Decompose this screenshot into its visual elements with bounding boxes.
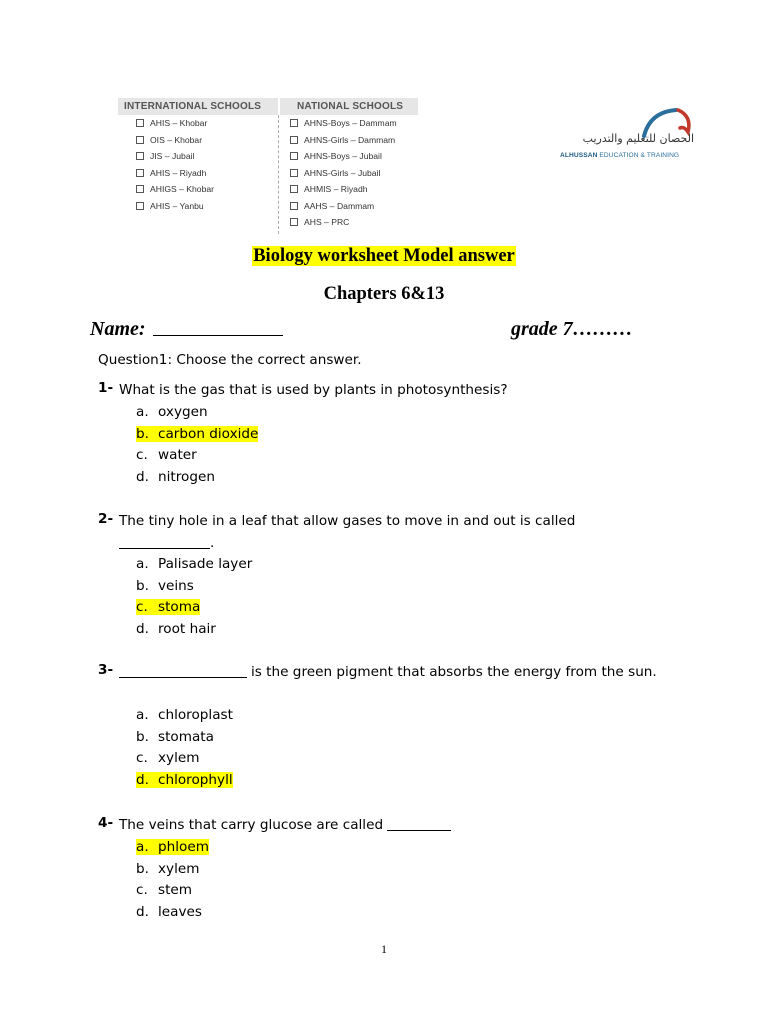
worksheet-title: [0, 246, 768, 267]
option-letter: b.: [136, 577, 149, 594]
question-text-part: .: [210, 534, 215, 551]
question-text: [119, 380, 659, 402]
logo-brand: ALHUSSAN: [560, 152, 598, 159]
checkbox[interactable]: [290, 169, 298, 177]
name-label: Name:: [90, 318, 146, 340]
question-text: [119, 662, 659, 684]
answer-option[interactable]: [136, 619, 252, 641]
option-letter: a.: [136, 707, 149, 723]
option-content: [136, 426, 258, 442]
school-name: AHIS – Riyadh: [150, 167, 207, 178]
checkbox[interactable]: [290, 152, 298, 160]
option-letter: c.: [136, 599, 148, 615]
option-content: [136, 772, 233, 788]
option-text: nitrogen: [158, 468, 215, 485]
option-letter: a.: [136, 404, 149, 420]
question-number: 4-: [98, 815, 114, 831]
column-divider: [278, 115, 279, 234]
grade-label: grade 7………: [511, 318, 633, 340]
answer-option[interactable]: [136, 467, 258, 489]
answer-option[interactable]: [136, 576, 252, 598]
school-name: JIS – Jubail: [150, 151, 195, 161]
checkbox[interactable]: [136, 202, 144, 210]
answer-option[interactable]: [136, 705, 233, 727]
school-name: AHIS – Khobar: [150, 118, 208, 128]
answer-option[interactable]: [136, 902, 209, 924]
checkbox[interactable]: [136, 152, 144, 160]
question-text-part: is the green pigment that absorbs the energy from the sun.: [251, 664, 657, 680]
answer-option[interactable]: [136, 402, 258, 424]
school-name: AAHS – Dammam: [304, 200, 375, 211]
school-name: AHIGS – Khobar: [150, 184, 215, 194]
checkbox[interactable]: [290, 218, 298, 226]
option-text: chlorophyll: [158, 771, 233, 788]
logo-english-text: [560, 152, 679, 159]
option-letter: d.: [136, 903, 149, 920]
question-text: [119, 815, 659, 837]
option-letter: a.: [136, 839, 149, 855]
checkbox[interactable]: [136, 119, 144, 127]
option-text: root hair: [158, 620, 216, 637]
options-list: [136, 705, 233, 791]
school-item: [118, 181, 278, 198]
name-field: [90, 318, 283, 341]
option-text: stem: [158, 882, 193, 898]
option-letter: c.: [136, 750, 148, 766]
national-schools-header: NATIONAL SCHOOLS: [280, 98, 418, 115]
alhussan-logo: [556, 106, 696, 162]
school-name: AHNS-Girls – Dammam: [304, 134, 396, 145]
school-name: OIS – Khobar: [150, 134, 203, 145]
answer-option[interactable]: [136, 748, 233, 770]
options-list: [136, 554, 252, 640]
option-content: [136, 729, 214, 745]
answer-option[interactable]: [136, 880, 209, 902]
answer-option[interactable]: [136, 554, 252, 576]
school-name: AHS – PRC: [304, 217, 350, 227]
question-text-part: The veins that carry glucose are called: [119, 817, 384, 833]
checkbox[interactable]: [290, 119, 298, 127]
option-content: [136, 447, 197, 463]
national-schools-list: [280, 115, 418, 231]
option-letter: b.: [136, 860, 149, 877]
school-item: [118, 198, 278, 215]
schools-table: [118, 98, 418, 234]
school-item: [118, 148, 278, 165]
question-text-part: The tiny hole in a leaf that allow gases to move in and out is called: [119, 513, 576, 529]
name-blank[interactable]: [153, 318, 283, 336]
option-content: [136, 750, 199, 766]
option-content: [136, 556, 252, 572]
options-list: [136, 402, 258, 488]
option-letter: a.: [136, 556, 149, 572]
option-text: oxygen: [158, 404, 208, 420]
option-content: [136, 839, 209, 855]
answer-option[interactable]: [136, 445, 258, 467]
international-schools-list: [118, 115, 278, 214]
page-number: 1: [381, 942, 387, 956]
option-text: chloroplast: [158, 707, 233, 723]
option-content: [136, 404, 208, 420]
national-schools-column: [280, 98, 418, 231]
school-item: [280, 148, 418, 165]
option-letter: c.: [136, 882, 148, 898]
option-content: [136, 861, 199, 877]
logo-tagline: EDUCATION & TRAINING: [599, 152, 680, 159]
option-letter: b.: [136, 728, 149, 745]
answer-blank[interactable]: [119, 663, 247, 678]
option-content: [136, 578, 194, 594]
option-letter: b.: [136, 425, 149, 442]
option-content: [136, 904, 202, 920]
school-item: [118, 165, 278, 182]
worksheet-title-text: Biology worksheet Model answer: [253, 246, 515, 266]
school-name: AHMIS – Riyadh: [304, 184, 368, 194]
option-letter: d.: [136, 620, 149, 637]
options-list: [136, 837, 209, 923]
option-content: [136, 469, 215, 485]
option-text: veins: [158, 577, 194, 594]
option-text: stomata: [158, 728, 214, 745]
option-letter: d.: [136, 468, 149, 485]
school-name: AHNS-Boys – Jubail: [304, 151, 382, 161]
correct-option[interactable]: [136, 597, 252, 619]
option-text: water: [158, 447, 197, 463]
answer-blank[interactable]: [387, 816, 451, 831]
checkbox[interactable]: [290, 185, 298, 193]
question-text: [119, 511, 659, 554]
answer-option[interactable]: [136, 859, 209, 881]
chapters-heading: Chapters 6&13: [323, 284, 445, 304]
school-item: [118, 115, 278, 132]
question-intro: Question1: Choose the correct answer.: [98, 352, 362, 368]
international-schools-header: INTERNATIONAL SCHOOLS: [118, 98, 278, 115]
answer-blank[interactable]: [119, 534, 210, 549]
school-item: [280, 165, 418, 182]
school-name: AHIS – Yanbu: [150, 200, 204, 211]
option-text: xylem: [158, 750, 200, 766]
question-number: 2-: [98, 511, 114, 527]
option-text: Palisade layer: [158, 556, 253, 572]
school-item: [280, 198, 418, 215]
option-text: leaves: [158, 903, 202, 920]
answer-option[interactable]: [136, 727, 233, 749]
option-content: [136, 599, 200, 615]
correct-option[interactable]: [136, 770, 233, 792]
correct-option[interactable]: [136, 424, 258, 446]
international-schools-column: [118, 98, 278, 214]
checkbox[interactable]: [136, 136, 144, 144]
school-name: AHNS-Boys – Dammam: [304, 118, 397, 128]
option-text: xylem: [158, 860, 200, 877]
checkbox[interactable]: [290, 136, 298, 144]
option-content: [136, 621, 216, 637]
question-text-part: What is the gas that is used by plants in photosynthesis?: [119, 382, 508, 398]
school-item: [118, 132, 278, 149]
option-content: [136, 707, 233, 723]
school-item: [280, 132, 418, 149]
question-number: 1-: [98, 380, 114, 396]
question-number: 3-: [98, 662, 114, 678]
checkbox[interactable]: [290, 202, 298, 210]
checkbox[interactable]: [136, 169, 144, 177]
correct-option[interactable]: [136, 837, 209, 859]
option-text: carbon dioxide: [158, 425, 259, 442]
option-letter: d.: [136, 771, 149, 788]
logo-arabic-text: الحصان للتعليم والتدريب: [582, 132, 694, 145]
school-name: AHNS-Girls – Jubail: [304, 167, 381, 178]
school-item: [280, 115, 418, 132]
option-text: stoma: [158, 599, 201, 615]
checkbox[interactable]: [136, 185, 144, 193]
school-item: [280, 214, 418, 231]
option-letter: c.: [136, 447, 148, 463]
option-text: phloem: [158, 839, 209, 855]
school-item: [280, 181, 418, 198]
option-content: [136, 882, 192, 898]
